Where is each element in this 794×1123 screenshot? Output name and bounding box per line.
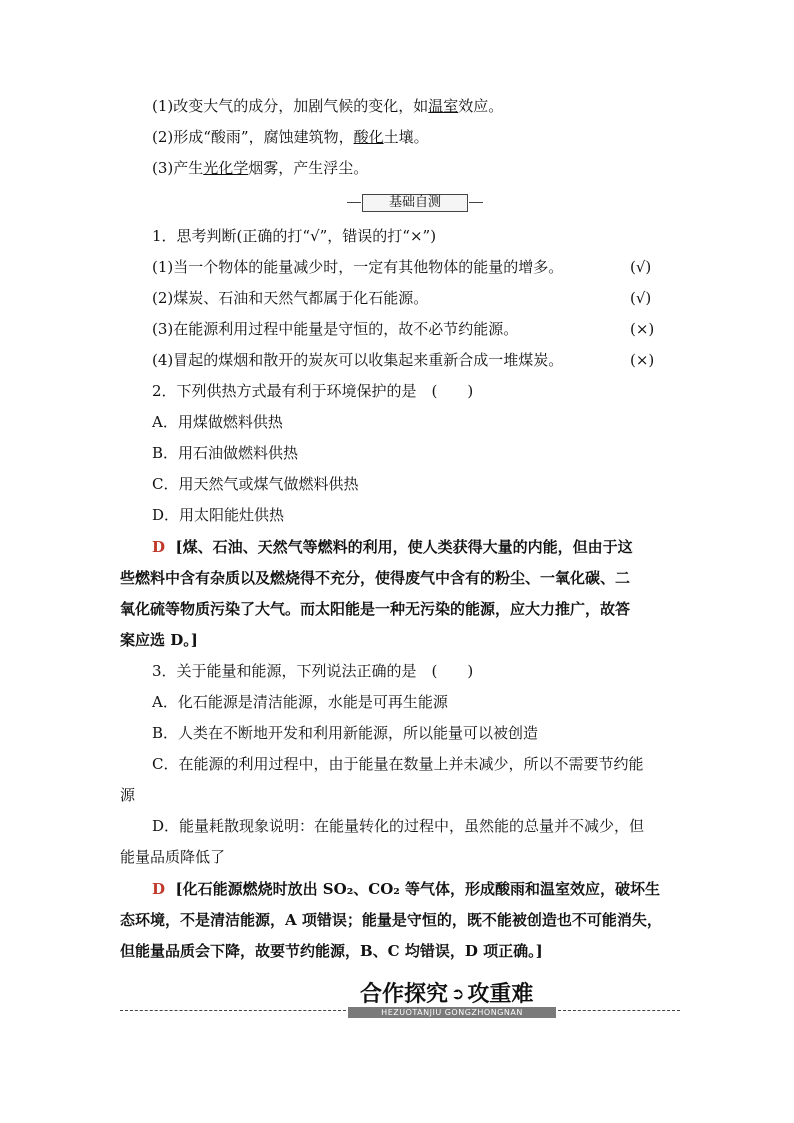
q2-option-d: D．用太阳能灶供热 [152, 506, 285, 524]
text-segment: 土壤。 [383, 128, 429, 146]
q3-explain-line-2: 态环境，不是清洁能源，A 项错误；能量是守恒的，既不能被创造也不可能消失， [120, 911, 662, 929]
underlined-blank: 酸化 [353, 128, 384, 146]
text-segment: (2)形成“酸雨”，腐蚀建筑物， [152, 128, 354, 146]
text-segment: 烟雾，产生浮尘。 [248, 159, 369, 177]
intro-line-3 [152, 158, 712, 178]
q1-item-2-mark: (√) [630, 289, 652, 307]
underlined-blank: 光化学 [203, 159, 249, 177]
q1-item-3: (3)在能源利用过程中能量是守恒的，故不必节约能源。 [152, 320, 519, 338]
text-segment: (3)产生 [152, 159, 204, 177]
q2-option-b: B．用石油做燃料供热 [152, 444, 299, 462]
q3-answer-letter: D [152, 880, 166, 898]
text-segment: (1)改变大气的成分，加剧气候的变化，如 [152, 97, 429, 115]
q2-option-a: A．用煤做燃料供热 [152, 413, 283, 431]
q1-item-3-mark: (×) [630, 320, 655, 338]
section-title-right: 攻重难 [467, 982, 534, 1007]
q1-stem: 1．思考判断(正确的打“√”，错误的打“×”) [152, 227, 437, 245]
q1-item-2: (2)煤炭、石油和天然气都属于化石能源。 [152, 289, 429, 307]
q1-item-1: (1)当一个物体的能量减少时，一定有其他物体的能量的增多。 [152, 258, 564, 276]
divider-right [558, 1010, 680, 1011]
section-title [360, 982, 533, 1007]
q2-explain-line-3: 氧化硫等物质污染了大气。而太阳能是一种无污染的能源，应大力推广，故答 [120, 600, 631, 618]
q3-option-b: B．人类在不断地开发和利用新能源，所以能量可以被创造 [152, 724, 539, 742]
underlined-blank: 温室 [428, 97, 459, 115]
q1-item-4-mark: (×) [630, 351, 655, 369]
section-header [120, 982, 680, 1022]
intro-line-2 [152, 127, 712, 147]
q2-explain-line-1 [152, 537, 712, 557]
q2-explain-line-4: 案应选 D。] [120, 631, 198, 649]
q3-stem: 3．关于能量和能源，下列说法正确的是 ( ) [152, 662, 474, 680]
q2-option-c: C．用天然气或煤气做燃料供热 [152, 475, 359, 493]
section-title-left: 合作探究 [360, 982, 449, 1007]
section-label-box: 基础自测 [362, 194, 468, 212]
q2-stem: 2．下列供热方式最有利于环境保护的是 ( ) [152, 382, 474, 400]
intro-line-1 [152, 96, 712, 116]
q1-item-1-mark: (√) [630, 258, 652, 276]
q3-explain-line-1 [152, 879, 712, 899]
q2-explain-line-2: 些燃料中含有杂质以及燃烧得不充分，使得废气中含有的粉尘、一氧化碳、二 [120, 569, 631, 587]
q3-option-c-line-2: 源 [120, 786, 136, 804]
divider-left [120, 1010, 346, 1011]
text-segment: 效应。 [458, 97, 504, 115]
q2-answer-letter: D [152, 538, 166, 556]
text-segment: [煤、石油、天然气等燃料的利用，使人类获得大量的内能，但由于这 [175, 538, 633, 556]
q3-option-c-line-1: C．在能源的利用过程中，由于能量在数量上并未减少，所以不需要节约能 [152, 755, 644, 773]
q3-explain-line-3: 但能量品质会下降，故要节约能源，B、C 均错误，D 项正确。] [120, 942, 543, 960]
q3-option-a: A．化石能源是清洁能源，水能是可再生能源 [152, 693, 448, 711]
q3-option-d-line-1: D．能量耗散现象说明：在能量转化的过程中，虽然能的总量并不减少，但 [152, 817, 645, 835]
q1-item-4: (4)冒起的煤烟和散开的炭灰可以收集起来重新合成一堆煤炭。 [152, 351, 564, 369]
text-segment: [化石能源燃烧时放出 SO₂、CO₂ 等气体，形成酸雨和温室效应，破坏生 [175, 880, 661, 898]
arrow-icon: ➲ [451, 984, 465, 1003]
q3-option-d-line-2: 能量品质降低了 [120, 848, 226, 866]
section-subtitle: HEZUOTANJIU GONGZHONGNAN [348, 1007, 556, 1018]
